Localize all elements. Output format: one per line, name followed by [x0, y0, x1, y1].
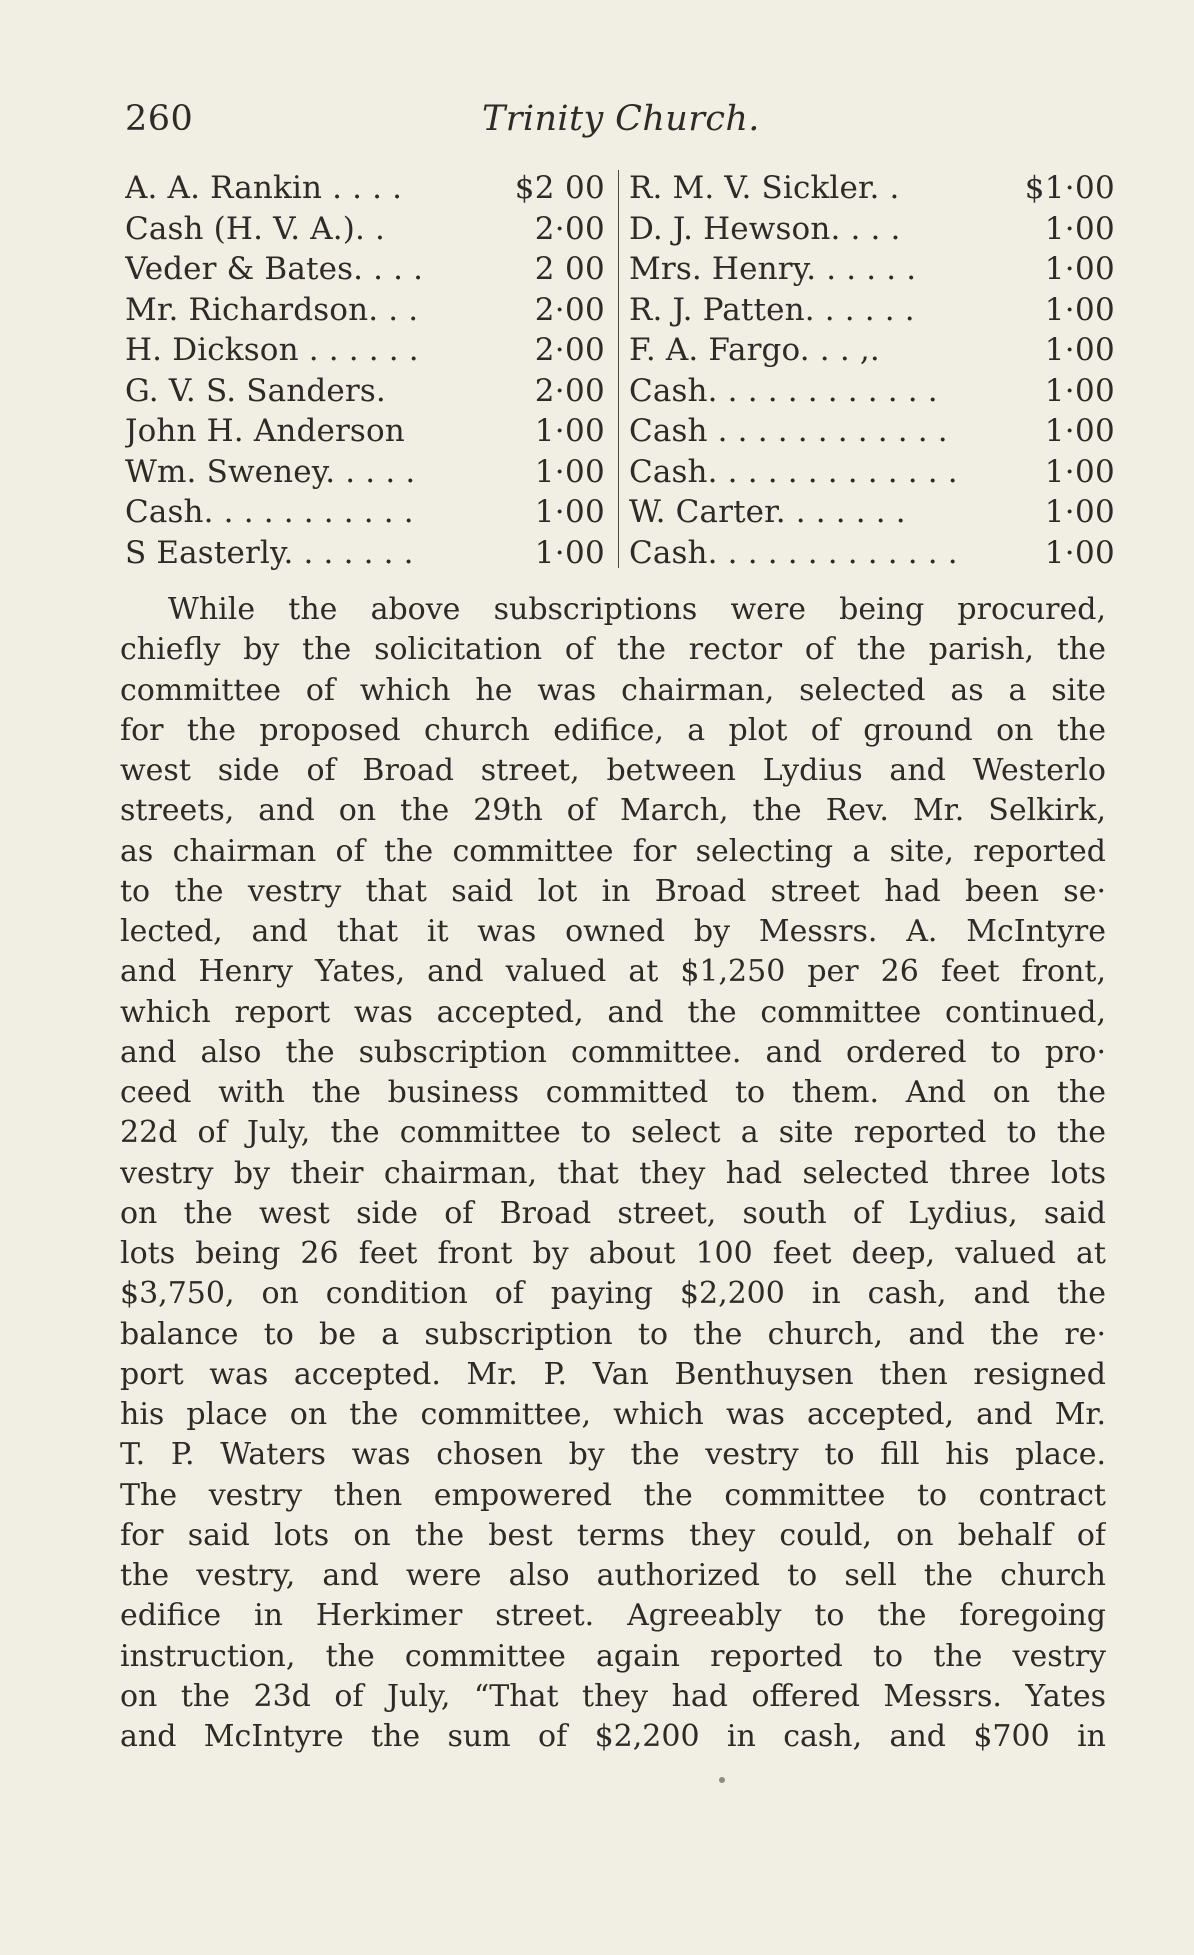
subscription-amount: 1·00 — [1044, 291, 1115, 328]
paragraph-line: the vestry, and were also authorized to sell the church — [120, 1558, 1106, 1593]
subscription-amount: 1·00 — [534, 453, 605, 490]
paragraph-line: lots being 26 feet front by about 100 feet deep, valued at — [120, 1236, 1106, 1271]
subscriber-name: Cash. . . . . . . . . . . . — [629, 372, 938, 409]
subscription-amount: 2·00 — [534, 332, 605, 369]
paragraph-line: on the 23d of July, “That they had offered Messrs. Yates — [120, 1678, 1106, 1714]
subscriber-name: A. A. Rankin . . . . — [125, 170, 403, 207]
subscription-row — [629, 209, 1115, 250]
subscription-row — [629, 290, 1115, 331]
subscription-amount: 1·00 — [1044, 332, 1115, 369]
subscription-row — [125, 330, 605, 371]
history-paragraph — [120, 590, 1106, 1770]
subscriber-name: W. Carter. . . . . . . — [629, 494, 906, 531]
subscription-row — [629, 492, 1115, 533]
subscription-amount: 1·00 — [1044, 494, 1115, 531]
subscriber-name: Cash. . . . . . . . . . . — [125, 494, 414, 531]
paragraph-line: ceed with the business committed to them. And on the — [120, 1075, 1106, 1110]
paragraph-line: on the west side of Broad street, south of Lydius, said — [120, 1195, 1106, 1231]
subscription-column-left — [125, 168, 605, 573]
subscription-amount: 1·00 — [1044, 453, 1115, 490]
subscription-row — [125, 209, 605, 250]
subscriber-name: Veder & Bates. . . . — [125, 251, 424, 288]
paragraph-line: vestry by their chairman, that they had selected three lots — [120, 1155, 1106, 1191]
subscription-row — [125, 371, 605, 412]
paragraph-line: T. P. Waters was chosen by the vestry to fill his place. — [120, 1437, 1106, 1473]
paragraph-line: chiefly by the solicitation of the rector of the parish, the — [120, 632, 1106, 668]
paragraph-line: west side of Broad street, between Lydius and Westerlo — [120, 753, 1106, 788]
paragraph-line: lected, and that it was owned by Messrs. A. McIntyre — [120, 914, 1106, 949]
subscription-amount: 2·00 — [534, 372, 605, 409]
subscription-row — [125, 492, 605, 533]
paragraph-line: committee of which he was chairman, selected as a site — [120, 672, 1106, 708]
subscription-row — [629, 371, 1115, 412]
paragraph-line: to the vestry that said lot in Broad street had been se· — [120, 873, 1106, 909]
subscriber-name: John H. Anderson — [125, 413, 405, 450]
subscriber-name: R. J. Patten. . . . . . — [629, 291, 915, 328]
paragraph-line: instruction, the committee again reported to the vestry — [120, 1638, 1106, 1674]
paragraph-line: which report was accepted, and the committee continued, — [120, 994, 1106, 1030]
page-header — [125, 94, 1105, 144]
subscriber-name: H. Dickson . . . . . . — [125, 332, 419, 369]
paragraph-line: streets, and on the 29th of March, the Rev. Mr. Selkirk, — [120, 793, 1106, 829]
subscriber-name: Mrs. Henry. . . . . . — [629, 251, 917, 288]
subscriber-name: F. A. Fargo. . . ,. — [629, 332, 880, 369]
subscription-amount: 2·00 — [534, 291, 605, 328]
paragraph-line: 22d of July, the committee to select a site reported to the — [120, 1115, 1106, 1151]
subscription-row — [629, 330, 1115, 371]
running-title: Trinity Church. — [482, 99, 760, 139]
subscription-row — [125, 411, 605, 452]
subscription-amount: 2 00 — [534, 251, 605, 288]
paragraph-line: port was accepted. Mr. P. Van Benthuysen then resigned — [120, 1356, 1106, 1392]
subscription-row — [125, 533, 605, 574]
paragraph-line: The vestry then empowered the committee to contract — [120, 1477, 1106, 1513]
subscriber-name: R. M. V. Sickler. . — [629, 170, 900, 207]
subscription-row — [629, 249, 1115, 290]
paragraph-line: for said lots on the best terms they could, on behalf of — [120, 1517, 1106, 1553]
subscriber-name: Cash. . . . . . . . . . . . . — [629, 453, 958, 490]
subscriber-name: D. J. Hewson. . . . — [629, 210, 901, 247]
paragraph-line: his place on the committee, which was accepted, and Mr. — [120, 1397, 1106, 1432]
paragraph-line: $3,750, on condition of paying $2,200 in cash, and the — [120, 1276, 1106, 1312]
subscription-amount: 2·00 — [534, 210, 605, 247]
paragraph-line: for the proposed church edifice, a plot of ground on the — [120, 712, 1106, 748]
subscription-row — [629, 168, 1115, 209]
subscriber-name: S Easterly. . . . . . . — [125, 534, 414, 571]
subscription-row — [629, 411, 1115, 452]
subscription-amount: 1·00 — [1044, 413, 1115, 450]
subscription-amount: 1·00 — [534, 413, 605, 450]
subscriber-name: Cash. . . . . . . . . . . . . — [629, 534, 958, 571]
paragraph-line: and McIntyre the sum of $2,200 in cash, and $700 in — [120, 1719, 1106, 1754]
subscriber-name: Cash . . . . . . . . . . . . — [629, 413, 948, 450]
subscription-row — [125, 290, 605, 331]
subscriber-name: Wm. Sweney. . . . . — [125, 453, 416, 490]
paragraph-line: While the above subscriptions were being procured, — [168, 592, 1106, 627]
subscription-amount: $2 00 — [514, 170, 605, 207]
paragraph-line: and Henry Yates, and valued at $1,250 per 26 feet front, — [120, 954, 1106, 990]
page-number: 260 — [125, 99, 194, 139]
printer-mark — [719, 1777, 725, 1783]
subscription-row — [125, 168, 605, 209]
subscriber-name: Cash (H. V. A.). . — [125, 210, 386, 247]
subscriber-name: Mr. Richardson. . . — [125, 291, 419, 328]
paragraph-line: edifice in Herkimer street. Agreeably to the foregoing — [120, 1598, 1106, 1634]
subscription-list — [125, 168, 1115, 576]
paragraph-line: and also the subscription committee. and ordered to pro· — [120, 1034, 1106, 1070]
subscription-row — [125, 249, 605, 290]
subscription-row — [629, 452, 1115, 493]
subscription-amount: $1·00 — [1024, 170, 1115, 207]
subscription-amount: 1·00 — [534, 534, 605, 571]
subscription-amount: 1·00 — [1044, 251, 1115, 288]
subscription-row — [125, 452, 605, 493]
paragraph-line: as chairman of the committee for selecting a site, reported — [120, 833, 1106, 869]
subscription-amount: 1·00 — [1044, 372, 1115, 409]
subscription-amount: 1·00 — [1044, 210, 1115, 247]
column-divider — [618, 170, 619, 568]
subscription-row — [629, 533, 1115, 574]
subscription-amount: 1·00 — [1044, 534, 1115, 571]
subscription-column-right — [629, 168, 1115, 573]
paragraph-line: balance to be a subscription to the church, and the re· — [120, 1316, 1106, 1352]
subscription-amount: 1·00 — [534, 494, 605, 531]
subscriber-name: G. V. S. Sanders. — [125, 372, 386, 409]
